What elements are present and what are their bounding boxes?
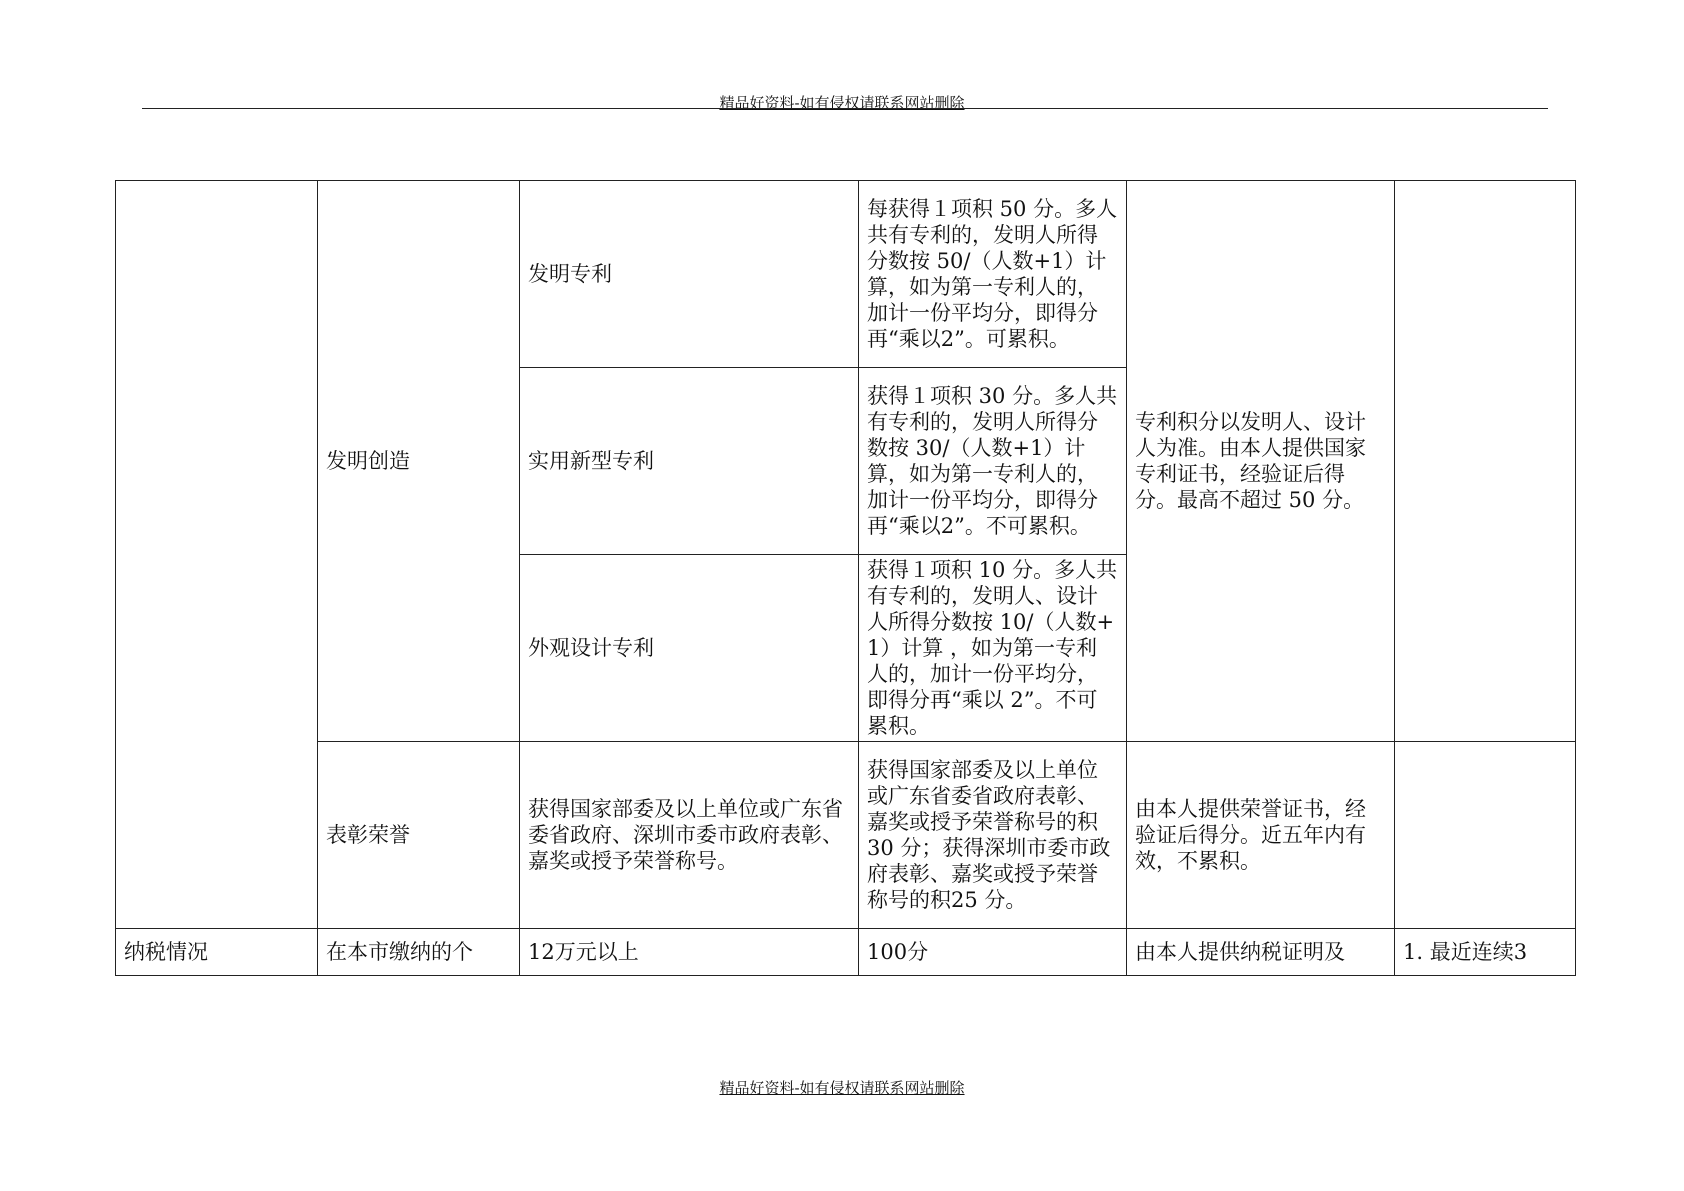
page-footer: 精品好资料-如有侵权请联系网站删除 [719,1079,965,1097]
invention-category-cell [318,181,520,742]
utility-patent-cell [520,368,859,555]
design-patent-rule: 获得１项积 10 分。多人共有专利的，发明人、设计人所得分数按 10/（人数+1）计算 ，如为第一专利人的，加计一份平均分，即得分再“乘以 2”。不可累积。 [867,558,1118,738]
honor-criteria-cell [520,742,859,929]
tax-score: 100分 [867,940,929,964]
honor-note-cell [1127,742,1395,929]
tax-extra: 1. 最近连续3 [1403,940,1528,964]
table-row [116,929,1576,976]
tax-criteria-cell [520,929,859,976]
table-row [116,181,1576,368]
utility-patent-rule: 获得１项积 30 分。多人共有专利的，发明人所得分数按 30/（人数+1）计算，如为第一专利人的，加计一份平均分，即得分再“乘以2”。不可累积。 [867,384,1118,538]
invention-category-label: 发明创造 [326,449,410,473]
invention-patent-label: 发明专利 [528,262,612,286]
invention-patent-cell [520,181,859,368]
tax-category-cell [116,929,318,976]
tax-note: 由本人提供纳税证明及 [1135,940,1345,964]
tax-sub-cell [318,929,520,976]
design-patent-label: 外观设计专利 [528,636,654,660]
blank-extra-cell [1395,742,1576,929]
design-patent-rule-cell [859,555,1127,742]
honor-criteria: 获得国家部委及以上单位或广东省委省政府、深圳市委市政府表彰、嘉奖或授予荣誉称号。 [528,797,843,873]
honor-category-label: 表彰荣誉 [326,823,410,847]
patent-note: 专利积分以发明人、设计人为准。由本人提供国家专利证书，经验证后得分。最高不超过 50 分。 [1135,410,1366,512]
design-patent-cell [520,555,859,742]
table-row [116,742,1576,929]
honor-rule: 获得国家部委及以上单位或广东省委省政府表彰、嘉奖或授予荣誉称号的积 30 分；获得深圳市委市政府表彰、嘉奖或授予荣誉称号的积25 分。 [867,758,1111,912]
invention-patent-rule-cell [859,181,1127,368]
honor-rule-cell [859,742,1127,929]
utility-patent-label: 实用新型专利 [528,449,654,473]
points-table [115,180,1576,976]
page-header: 精品好资料-如有侵权请联系网站删除 [719,94,965,112]
utility-patent-rule-cell [859,368,1127,555]
invention-patent-rule: 每获得１项积 50 分。多人共有专利的，发明人所得分数按 50/（人数+1）计算，如为第一专利人的，加计一份平均分，即得分再“乘以2”。可累积。 [867,197,1118,351]
tax-score-cell [859,929,1127,976]
tax-sub-label: 在本市缴纳的个 [326,940,473,964]
blank-category-cell [116,181,318,929]
patent-note-cell [1127,181,1395,742]
header-divider [142,108,1548,109]
tax-category-label: 纳税情况 [124,940,208,964]
honor-category-cell [318,742,520,929]
tax-criteria: 12万元以上 [528,940,639,964]
tax-extra-cell [1395,929,1576,976]
tax-note-cell [1127,929,1395,976]
honor-note: 由本人提供荣誉证书，经验证后得分。近五年内有效，不累积。 [1135,797,1366,873]
blank-extra-cell [1395,181,1576,742]
